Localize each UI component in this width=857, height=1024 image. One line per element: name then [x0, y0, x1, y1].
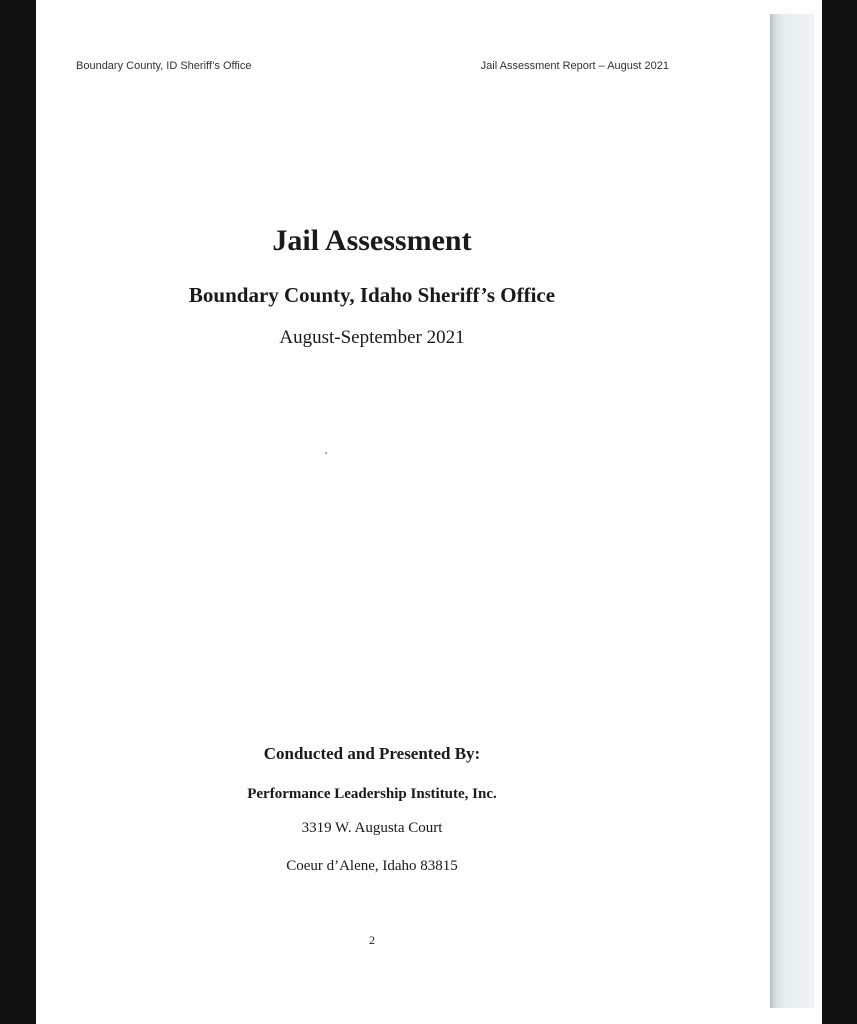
presenter-heading: Conducted and Presented By: [263, 744, 481, 763]
document-subtitle: Boundary County, Idaho Sheriff’s Office [188, 283, 556, 307]
scan-speck [325, 452, 327, 454]
document-title: Jail Assessment [272, 224, 472, 257]
document-page [36, 0, 822, 1024]
presenter-organization: Performance Leadership Institute, Inc. [247, 786, 497, 802]
document-date: August-September 2021 [279, 327, 465, 348]
presenter-street: 3319 W. Augusta Court [301, 820, 443, 836]
page-edge-shadow [770, 14, 814, 1008]
page-number: 2 [369, 933, 375, 947]
running-header-right: Jail Assessment Report – August 2021 [480, 60, 669, 72]
running-header-left: Boundary County, ID Sheriff’s Office [76, 60, 252, 72]
presenter-city: Coeur d’Alene, Idaho 83815 [286, 858, 458, 874]
